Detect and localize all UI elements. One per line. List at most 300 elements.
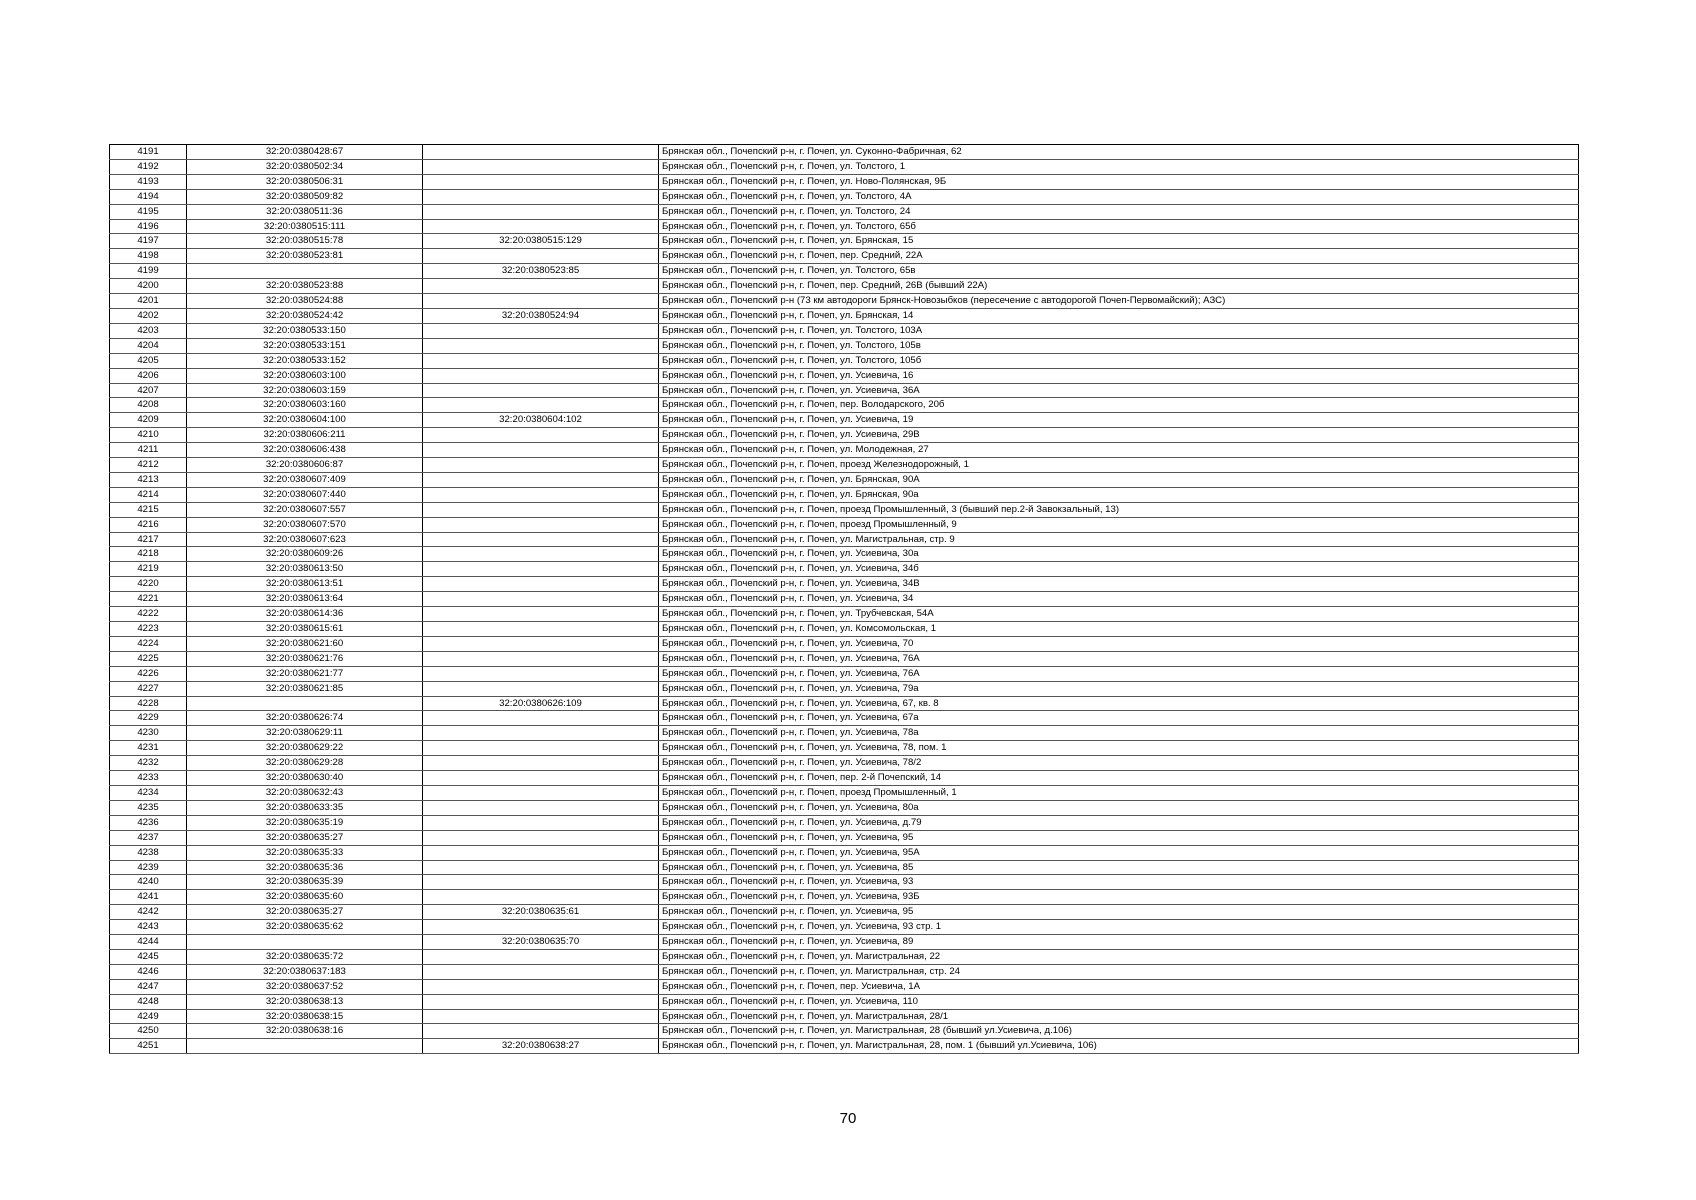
- cadastral-number-cell: 32:20:0380609:26: [187, 547, 423, 562]
- table-row: [110, 949, 1579, 964]
- related-cadastral-number-cell: [423, 994, 659, 1009]
- row-number-cell: 4198: [110, 249, 187, 264]
- cadastral-number-cell: 32:20:0380533:152: [187, 353, 423, 368]
- related-cadastral-number-cell: [423, 666, 659, 681]
- related-cadastral-number-cell: [423, 517, 659, 532]
- related-cadastral-number-cell: [423, 547, 659, 562]
- address-cell: Брянская обл., Почепский р-н, г. Почеп, ул. Усиевича, 95: [659, 830, 1579, 845]
- cadastral-number-cell: 32:20:0380638:15: [187, 1009, 423, 1024]
- row-number-cell: 4203: [110, 323, 187, 338]
- cadastral-number-cell: 32:20:0380621:76: [187, 651, 423, 666]
- related-cadastral-number-cell: [423, 979, 659, 994]
- address-cell: Брянская обл., Почепский р-н, г. Почеп, ул. Толстого, 103А: [659, 323, 1579, 338]
- address-cell: Брянская обл., Почепский р-н, г. Почеп, ул. Усиевича, 79а: [659, 681, 1579, 696]
- related-cadastral-number-cell: [423, 487, 659, 502]
- cadastral-number-cell: 32:20:0380428:67: [187, 145, 423, 160]
- table-row: [110, 577, 1579, 592]
- table-row: [110, 428, 1579, 443]
- cadastral-number-cell: 32:20:0380606:438: [187, 443, 423, 458]
- row-number-cell: 4250: [110, 1024, 187, 1039]
- address-cell: Брянская обл., Почепский р-н, г. Почеп, ул. Усиевича, 110: [659, 994, 1579, 1009]
- table-row: [110, 413, 1579, 428]
- address-cell: Брянская обл., Почепский р-н, г. Почеп, ул. Толстого, 1: [659, 159, 1579, 174]
- address-cell: Брянская обл., Почепский р-н, г. Почеп, ул. Магистральная, 28 (бывший ул.Усиевича, д.106): [659, 1024, 1579, 1039]
- related-cadastral-number-cell: [423, 279, 659, 294]
- related-cadastral-number-cell: [423, 726, 659, 741]
- row-number-cell: 4227: [110, 681, 187, 696]
- cadastral-number-cell: 32:20:0380603:160: [187, 398, 423, 413]
- cadastral-number-cell: 32:20:0380524:88: [187, 294, 423, 309]
- cadastral-number-cell: [187, 1039, 423, 1054]
- related-cadastral-number-cell: [423, 338, 659, 353]
- row-number-cell: 4192: [110, 159, 187, 174]
- table-row: [110, 1009, 1579, 1024]
- table-row: [110, 532, 1579, 547]
- address-cell: Брянская обл., Почепский р-н, г. Почеп, проезд Промышленный, 3 (бывший пер.2-й Завокзальный, 13): [659, 502, 1579, 517]
- row-number-cell: 4237: [110, 830, 187, 845]
- address-cell: Брянская обл., Почепский р-н, г. Почеп, ул. Суконно-Фабричная, 62: [659, 145, 1579, 160]
- address-cell: Брянская обл., Почепский р-н, г. Почеп, ул. Толстого, 65в: [659, 264, 1579, 279]
- address-cell: Брянская обл., Почепский р-н, г. Почеп, проезд Железнодорожный, 1: [659, 458, 1579, 473]
- row-number-cell: 4244: [110, 935, 187, 950]
- table-row: [110, 249, 1579, 264]
- cadastral-number-cell: 32:20:0380635:36: [187, 860, 423, 875]
- row-number-cell: 4216: [110, 517, 187, 532]
- table-row: [110, 845, 1579, 860]
- address-cell: Брянская обл., Почепский р-н, г. Почеп, ул. Усиевича, 78, пом. 1: [659, 741, 1579, 756]
- row-number-cell: 4236: [110, 815, 187, 830]
- address-cell: Брянская обл., Почепский р-н, г. Почеп, ул. Брянская, 90А: [659, 472, 1579, 487]
- cadastral-number-cell: 32:20:0380621:85: [187, 681, 423, 696]
- table-row: [110, 592, 1579, 607]
- cadastral-number-cell: 32:20:0380607:440: [187, 487, 423, 502]
- address-cell: Брянская обл., Почепский р-н, г. Почеп, ул. Магистральная, 22: [659, 949, 1579, 964]
- address-cell: Брянская обл., Почепский р-н, г. Почеп, пер. Средний, 26В (бывший 22А): [659, 279, 1579, 294]
- table-row: [110, 815, 1579, 830]
- cadastral-number-cell: 32:20:0380635:72: [187, 949, 423, 964]
- related-cadastral-number-cell: [423, 1009, 659, 1024]
- table-row: [110, 1024, 1579, 1039]
- table-row: [110, 472, 1579, 487]
- row-number-cell: 4197: [110, 234, 187, 249]
- related-cadastral-number-cell: [423, 756, 659, 771]
- address-cell: Брянская обл., Почепский р-н, г. Почеп, ул. Толстого, 105б: [659, 353, 1579, 368]
- related-cadastral-number-cell: [423, 174, 659, 189]
- table-row: [110, 681, 1579, 696]
- related-cadastral-number-cell: [423, 443, 659, 458]
- address-cell: Брянская обл., Почепский р-н, г. Почеп, ул. Усиевича, 36А: [659, 383, 1579, 398]
- cadastral-number-cell: 32:20:0380630:40: [187, 771, 423, 786]
- table-row: [110, 890, 1579, 905]
- table-row: [110, 830, 1579, 845]
- related-cadastral-number-cell: [423, 711, 659, 726]
- related-cadastral-number-cell: [423, 607, 659, 622]
- address-cell: Брянская обл., Почепский р-н, г. Почеп, пер. Средний, 22А: [659, 249, 1579, 264]
- table-row: [110, 174, 1579, 189]
- table-row: [110, 517, 1579, 532]
- table-row: [110, 920, 1579, 935]
- related-cadastral-number-cell: 32:20:0380638:27: [423, 1039, 659, 1054]
- cadastral-number-cell: 32:20:0380613:51: [187, 577, 423, 592]
- related-cadastral-number-cell: [423, 771, 659, 786]
- row-number-cell: 4221: [110, 592, 187, 607]
- row-number-cell: 4234: [110, 785, 187, 800]
- related-cadastral-number-cell: [423, 875, 659, 890]
- table-row: [110, 159, 1579, 174]
- related-cadastral-number-cell: [423, 622, 659, 637]
- row-number-cell: 4193: [110, 174, 187, 189]
- row-number-cell: 4226: [110, 666, 187, 681]
- related-cadastral-number-cell: [423, 398, 659, 413]
- row-number-cell: 4249: [110, 1009, 187, 1024]
- row-number-cell: 4204: [110, 338, 187, 353]
- row-number-cell: 4199: [110, 264, 187, 279]
- row-number-cell: 4215: [110, 502, 187, 517]
- related-cadastral-number-cell: [423, 383, 659, 398]
- table-row: [110, 964, 1579, 979]
- table-row: [110, 741, 1579, 756]
- cadastral-number-cell: 32:20:0380603:100: [187, 368, 423, 383]
- related-cadastral-number-cell: 32:20:0380635:70: [423, 935, 659, 950]
- related-cadastral-number-cell: [423, 636, 659, 651]
- related-cadastral-number-cell: [423, 860, 659, 875]
- address-cell: Брянская обл., Почепский р-н, г. Почеп, ул. Брянская, 15: [659, 234, 1579, 249]
- address-cell: Брянская обл., Почепский р-н, г. Почеп, проезд Промышленный, 1: [659, 785, 1579, 800]
- related-cadastral-number-cell: [423, 949, 659, 964]
- row-number-cell: 4235: [110, 800, 187, 815]
- row-number-cell: 4224: [110, 636, 187, 651]
- row-number-cell: 4207: [110, 383, 187, 398]
- related-cadastral-number-cell: [423, 368, 659, 383]
- address-cell: Брянская обл., Почепский р-н, г. Почеп, ул. Толстого, 65б: [659, 219, 1579, 234]
- row-number-cell: 4211: [110, 443, 187, 458]
- related-cadastral-number-cell: [423, 785, 659, 800]
- table-row: [110, 935, 1579, 950]
- related-cadastral-number-cell: [423, 294, 659, 309]
- related-cadastral-number-cell: [423, 502, 659, 517]
- related-cadastral-number-cell: 32:20:0380626:109: [423, 696, 659, 711]
- table-row: [110, 502, 1579, 517]
- cadastral-number-cell: 32:20:0380533:151: [187, 338, 423, 353]
- row-number-cell: 4248: [110, 994, 187, 1009]
- address-cell: Брянская обл., Почепский р-н, г. Почеп, ул. Ново-Полянская, 9Б: [659, 174, 1579, 189]
- cadastral-number-cell: 32:20:0380635:60: [187, 890, 423, 905]
- related-cadastral-number-cell: [423, 458, 659, 473]
- address-cell: Брянская обл., Почепский р-н, г. Почеп, ул. Комсомольская, 1: [659, 622, 1579, 637]
- address-cell: Брянская обл., Почепский р-н, г. Почеп, ул. Усиевича, 76А: [659, 666, 1579, 681]
- related-cadastral-number-cell: 32:20:0380523:85: [423, 264, 659, 279]
- cadastral-number-cell: 32:20:0380613:64: [187, 592, 423, 607]
- related-cadastral-number-cell: [423, 428, 659, 443]
- cadastral-number-cell: 32:20:0380524:42: [187, 308, 423, 323]
- related-cadastral-number-cell: 32:20:0380604:102: [423, 413, 659, 428]
- row-number-cell: 4245: [110, 949, 187, 964]
- address-cell: Брянская обл., Почепский р-н, г. Почеп, ул. Усиевича, 76А: [659, 651, 1579, 666]
- address-cell: Брянская обл., Почепский р-н, г. Почеп, ул. Брянская, 14: [659, 308, 1579, 323]
- table-row: [110, 756, 1579, 771]
- row-number-cell: 4246: [110, 964, 187, 979]
- address-cell: Брянская обл., Почепский р-н, г. Почеп, ул. Усиевича, 80а: [659, 800, 1579, 815]
- table-row: [110, 636, 1579, 651]
- table-row: [110, 398, 1579, 413]
- related-cadastral-number-cell: [423, 741, 659, 756]
- address-cell: Брянская обл., Почепский р-н, г. Почеп, ул. Толстого, 24: [659, 204, 1579, 219]
- cadastral-number-cell: 32:20:0380523:88: [187, 279, 423, 294]
- row-number-cell: 4213: [110, 472, 187, 487]
- related-cadastral-number-cell: [423, 219, 659, 234]
- address-cell: Брянская обл., Почепский р-н, г. Почеп, ул. Усиевича, 34б: [659, 562, 1579, 577]
- row-number-cell: 4201: [110, 294, 187, 309]
- table-row: [110, 264, 1579, 279]
- row-number-cell: 4191: [110, 145, 187, 160]
- row-number-cell: 4225: [110, 651, 187, 666]
- row-number-cell: 4233: [110, 771, 187, 786]
- table-row: [110, 562, 1579, 577]
- address-cell: Брянская обл., Почепский р-н, г. Почеп, ул. Усиевича, 34В: [659, 577, 1579, 592]
- address-cell: Брянская обл., Почепский р-н (73 км автодороги Брянск-Новозыбков (пересечение с автодорогой Почеп-Первомайский); АЗС): [659, 294, 1579, 309]
- related-cadastral-number-cell: [423, 964, 659, 979]
- cadastral-number-cell: 32:20:0380635:62: [187, 920, 423, 935]
- address-cell: Брянская обл., Почепский р-н, г. Почеп, ул. Магистральная, 28/1: [659, 1009, 1579, 1024]
- row-number-cell: 4205: [110, 353, 187, 368]
- table-row: [110, 353, 1579, 368]
- cadastral-number-cell: 32:20:0380606:211: [187, 428, 423, 443]
- related-cadastral-number-cell: [423, 845, 659, 860]
- row-number-cell: 4242: [110, 905, 187, 920]
- cadastral-number-cell: [187, 264, 423, 279]
- row-number-cell: 4219: [110, 562, 187, 577]
- cadastral-number-cell: 32:20:0380629:22: [187, 741, 423, 756]
- table-row: [110, 308, 1579, 323]
- table-row: [110, 994, 1579, 1009]
- cadastral-number-cell: 32:20:0380515:78: [187, 234, 423, 249]
- address-cell: Брянская обл., Почепский р-н, г. Почеп, ул. Усиевича, 95: [659, 905, 1579, 920]
- cadastral-number-cell: 32:20:0380629:11: [187, 726, 423, 741]
- address-cell: Брянская обл., Почепский р-н, г. Почеп, ул. Усиевича, 78а: [659, 726, 1579, 741]
- address-cell: Брянская обл., Почепский р-н, г. Почеп, ул. Усиевича, 78/2: [659, 756, 1579, 771]
- cadastral-number-cell: 32:20:0380621:60: [187, 636, 423, 651]
- cadastral-number-cell: 32:20:0380626:74: [187, 711, 423, 726]
- cadastral-number-cell: 32:20:0380637:52: [187, 979, 423, 994]
- address-cell: Брянская обл., Почепский р-н, г. Почеп, ул. Усиевича, 19: [659, 413, 1579, 428]
- table-row: [110, 279, 1579, 294]
- row-number-cell: 4206: [110, 368, 187, 383]
- address-cell: Брянская обл., Почепский р-н, г. Почеп, ул. Усиевича, 34: [659, 592, 1579, 607]
- address-cell: Брянская обл., Почепский р-н, г. Почеп, ул. Усиевича, 16: [659, 368, 1579, 383]
- cadastral-number-cell: 32:20:0380603:159: [187, 383, 423, 398]
- cadastral-number-cell: 32:20:0380604:100: [187, 413, 423, 428]
- related-cadastral-number-cell: [423, 592, 659, 607]
- table-row: [110, 622, 1579, 637]
- page-number: 70: [839, 1110, 857, 1127]
- table-row: [110, 1039, 1579, 1054]
- related-cadastral-number-cell: [423, 920, 659, 935]
- address-cell: Брянская обл., Почепский р-н, г. Почеп, ул. Усиевича, д.79: [659, 815, 1579, 830]
- row-number-cell: 4247: [110, 979, 187, 994]
- table-row: [110, 368, 1579, 383]
- row-number-cell: 4194: [110, 189, 187, 204]
- cadastral-number-cell: 32:20:0380606:87: [187, 458, 423, 473]
- cadastral-number-cell: 32:20:0380638:13: [187, 994, 423, 1009]
- table-row: [110, 771, 1579, 786]
- cadastral-number-cell: 32:20:0380607:557: [187, 502, 423, 517]
- table-row: [110, 711, 1579, 726]
- row-number-cell: 4241: [110, 890, 187, 905]
- related-cadastral-number-cell: [423, 204, 659, 219]
- cadastral-number-cell: 32:20:0380509:82: [187, 189, 423, 204]
- address-cell: Брянская обл., Почепский р-н, г. Почеп, ул. Толстого, 105в: [659, 338, 1579, 353]
- related-cadastral-number-cell: [423, 562, 659, 577]
- table-row: [110, 294, 1579, 309]
- cadastral-number-cell: 32:20:0380613:50: [187, 562, 423, 577]
- related-cadastral-number-cell: [423, 189, 659, 204]
- address-cell: Брянская обл., Почепский р-н, г. Почеп, ул. Усиевича, 93 стр. 1: [659, 920, 1579, 935]
- address-cell: Брянская обл., Почепский р-н, г. Почеп, ул. Молодежная, 27: [659, 443, 1579, 458]
- cadastral-number-cell: 32:20:0380629:28: [187, 756, 423, 771]
- table-row: [110, 696, 1579, 711]
- row-number-cell: 4228: [110, 696, 187, 711]
- row-number-cell: 4218: [110, 547, 187, 562]
- row-number-cell: 4196: [110, 219, 187, 234]
- related-cadastral-number-cell: 32:20:0380635:61: [423, 905, 659, 920]
- cadastral-number-cell: 32:20:0380635:33: [187, 845, 423, 860]
- row-number-cell: 4214: [110, 487, 187, 502]
- row-number-cell: 4212: [110, 458, 187, 473]
- table-row: [110, 651, 1579, 666]
- address-cell: Брянская обл., Почепский р-н, г. Почеп, ул. Усиевича, 29В: [659, 428, 1579, 443]
- related-cadastral-number-cell: [423, 815, 659, 830]
- address-cell: Брянская обл., Почепский р-н, г. Почеп, ул. Усиевича, 95А: [659, 845, 1579, 860]
- row-number-cell: 4243: [110, 920, 187, 935]
- table-body: [110, 145, 1579, 1054]
- table-row: [110, 666, 1579, 681]
- row-number-cell: 4229: [110, 711, 187, 726]
- row-number-cell: 4232: [110, 756, 187, 771]
- table-row: [110, 323, 1579, 338]
- cadastral-number-cell: 32:20:0380511:36: [187, 204, 423, 219]
- table-row: [110, 905, 1579, 920]
- cadastral-number-cell: 32:20:0380614:36: [187, 607, 423, 622]
- cadastral-number-cell: 32:20:0380635:39: [187, 875, 423, 890]
- address-cell: Брянская обл., Почепский р-н, г. Почеп, ул. Усиевича, 67а: [659, 711, 1579, 726]
- related-cadastral-number-cell: [423, 651, 659, 666]
- table-row: [110, 726, 1579, 741]
- cadastral-number-cell: 32:20:0380638:16: [187, 1024, 423, 1039]
- related-cadastral-number-cell: 32:20:0380524:94: [423, 308, 659, 323]
- table-row: [110, 234, 1579, 249]
- table-row: [110, 979, 1579, 994]
- address-cell: Брянская обл., Почепский р-н, г. Почеп, ул. Магистральная, стр. 24: [659, 964, 1579, 979]
- cadastral-number-cell: 32:20:0380635:27: [187, 830, 423, 845]
- row-number-cell: 4239: [110, 860, 187, 875]
- address-cell: Брянская обл., Почепский р-н, г. Почеп, ул. Магистральная, 28, пом. 1 (бывший ул.Усиевича, 106): [659, 1039, 1579, 1054]
- cadastral-number-cell: 32:20:0380607:409: [187, 472, 423, 487]
- related-cadastral-number-cell: [423, 353, 659, 368]
- table-row: [110, 860, 1579, 875]
- row-number-cell: 4200: [110, 279, 187, 294]
- cadastral-number-cell: 32:20:0380635:27: [187, 905, 423, 920]
- table-row: [110, 800, 1579, 815]
- table-row: [110, 189, 1579, 204]
- related-cadastral-number-cell: [423, 1024, 659, 1039]
- table-row: [110, 145, 1579, 160]
- table-row: [110, 338, 1579, 353]
- address-cell: Брянская обл., Почепский р-н, г. Почеп, ул. Трубчевская, 54А: [659, 607, 1579, 622]
- row-number-cell: 4220: [110, 577, 187, 592]
- row-number-cell: 4251: [110, 1039, 187, 1054]
- address-cell: Брянская обл., Почепский р-н, г. Почеп, проезд Промышленный, 9: [659, 517, 1579, 532]
- table-row: [110, 219, 1579, 234]
- cadastral-table: [109, 144, 1579, 1054]
- table-row: [110, 785, 1579, 800]
- row-number-cell: 4217: [110, 532, 187, 547]
- related-cadastral-number-cell: [423, 145, 659, 160]
- row-number-cell: 4240: [110, 875, 187, 890]
- related-cadastral-number-cell: [423, 890, 659, 905]
- related-cadastral-number-cell: [423, 532, 659, 547]
- row-number-cell: 4231: [110, 741, 187, 756]
- table-row: [110, 204, 1579, 219]
- row-number-cell: 4230: [110, 726, 187, 741]
- related-cadastral-number-cell: [423, 159, 659, 174]
- related-cadastral-number-cell: [423, 249, 659, 264]
- cadastral-number-cell: 32:20:0380533:150: [187, 323, 423, 338]
- table-row: [110, 875, 1579, 890]
- cadastral-number-cell: [187, 935, 423, 950]
- address-cell: Брянская обл., Почепский р-н, г. Почеп, ул. Усиевича, 93: [659, 875, 1579, 890]
- row-number-cell: 4210: [110, 428, 187, 443]
- cadastral-number-cell: 32:20:0380635:19: [187, 815, 423, 830]
- table-row: [110, 443, 1579, 458]
- row-number-cell: 4202: [110, 308, 187, 323]
- address-cell: Брянская обл., Почепский р-н, г. Почеп, ул. Усиевича, 67, кв. 8: [659, 696, 1579, 711]
- row-number-cell: 4195: [110, 204, 187, 219]
- cadastral-number-cell: 32:20:0380502:34: [187, 159, 423, 174]
- address-cell: Брянская обл., Почепский р-н, г. Почеп, ул. Брянская, 90а: [659, 487, 1579, 502]
- cadastral-number-cell: 32:20:0380632:43: [187, 785, 423, 800]
- related-cadastral-number-cell: 32:20:0380515:129: [423, 234, 659, 249]
- address-cell: Брянская обл., Почепский р-н, г. Почеп, ул. Магистральная, стр. 9: [659, 532, 1579, 547]
- address-cell: Брянская обл., Почепский р-н, г. Почеп, ул. Усиевича, 85: [659, 860, 1579, 875]
- row-number-cell: 4238: [110, 845, 187, 860]
- address-cell: Брянская обл., Почепский р-н, г. Почеп, ул. Усиевича, 93Б: [659, 890, 1579, 905]
- cadastral-number-cell: 32:20:0380633:35: [187, 800, 423, 815]
- cadastral-number-cell: 32:20:0380637:183: [187, 964, 423, 979]
- table-row: [110, 383, 1579, 398]
- related-cadastral-number-cell: [423, 830, 659, 845]
- address-cell: Брянская обл., Почепский р-н, г. Почеп, ул. Усиевича, 30а: [659, 547, 1579, 562]
- address-cell: Брянская обл., Почепский р-н, г. Почеп, ул. Усиевича, 70: [659, 636, 1579, 651]
- address-cell: Брянская обл., Почепский р-н, г. Почеп, пер. Усиевича, 1А: [659, 979, 1579, 994]
- address-cell: Брянская обл., Почепский р-н, г. Почеп, пер. 2-й Почепский, 14: [659, 771, 1579, 786]
- cadastral-number-cell: 32:20:0380515:111: [187, 219, 423, 234]
- cadastral-number-cell: 32:20:0380523:81: [187, 249, 423, 264]
- cadastral-number-cell: 32:20:0380607:570: [187, 517, 423, 532]
- cadastral-number-cell: 32:20:0380607:623: [187, 532, 423, 547]
- cadastral-number-cell: 32:20:0380506:31: [187, 174, 423, 189]
- related-cadastral-number-cell: [423, 577, 659, 592]
- table-row: [110, 458, 1579, 473]
- table-row: [110, 547, 1579, 562]
- row-number-cell: 4209: [110, 413, 187, 428]
- related-cadastral-number-cell: [423, 681, 659, 696]
- related-cadastral-number-cell: [423, 472, 659, 487]
- cadastral-number-cell: 32:20:0380621:77: [187, 666, 423, 681]
- address-cell: Брянская обл., Почепский р-н, г. Почеп, ул. Усиевича, 89: [659, 935, 1579, 950]
- cadastral-number-cell: 32:20:0380615:61: [187, 622, 423, 637]
- row-number-cell: 4208: [110, 398, 187, 413]
- related-cadastral-number-cell: [423, 323, 659, 338]
